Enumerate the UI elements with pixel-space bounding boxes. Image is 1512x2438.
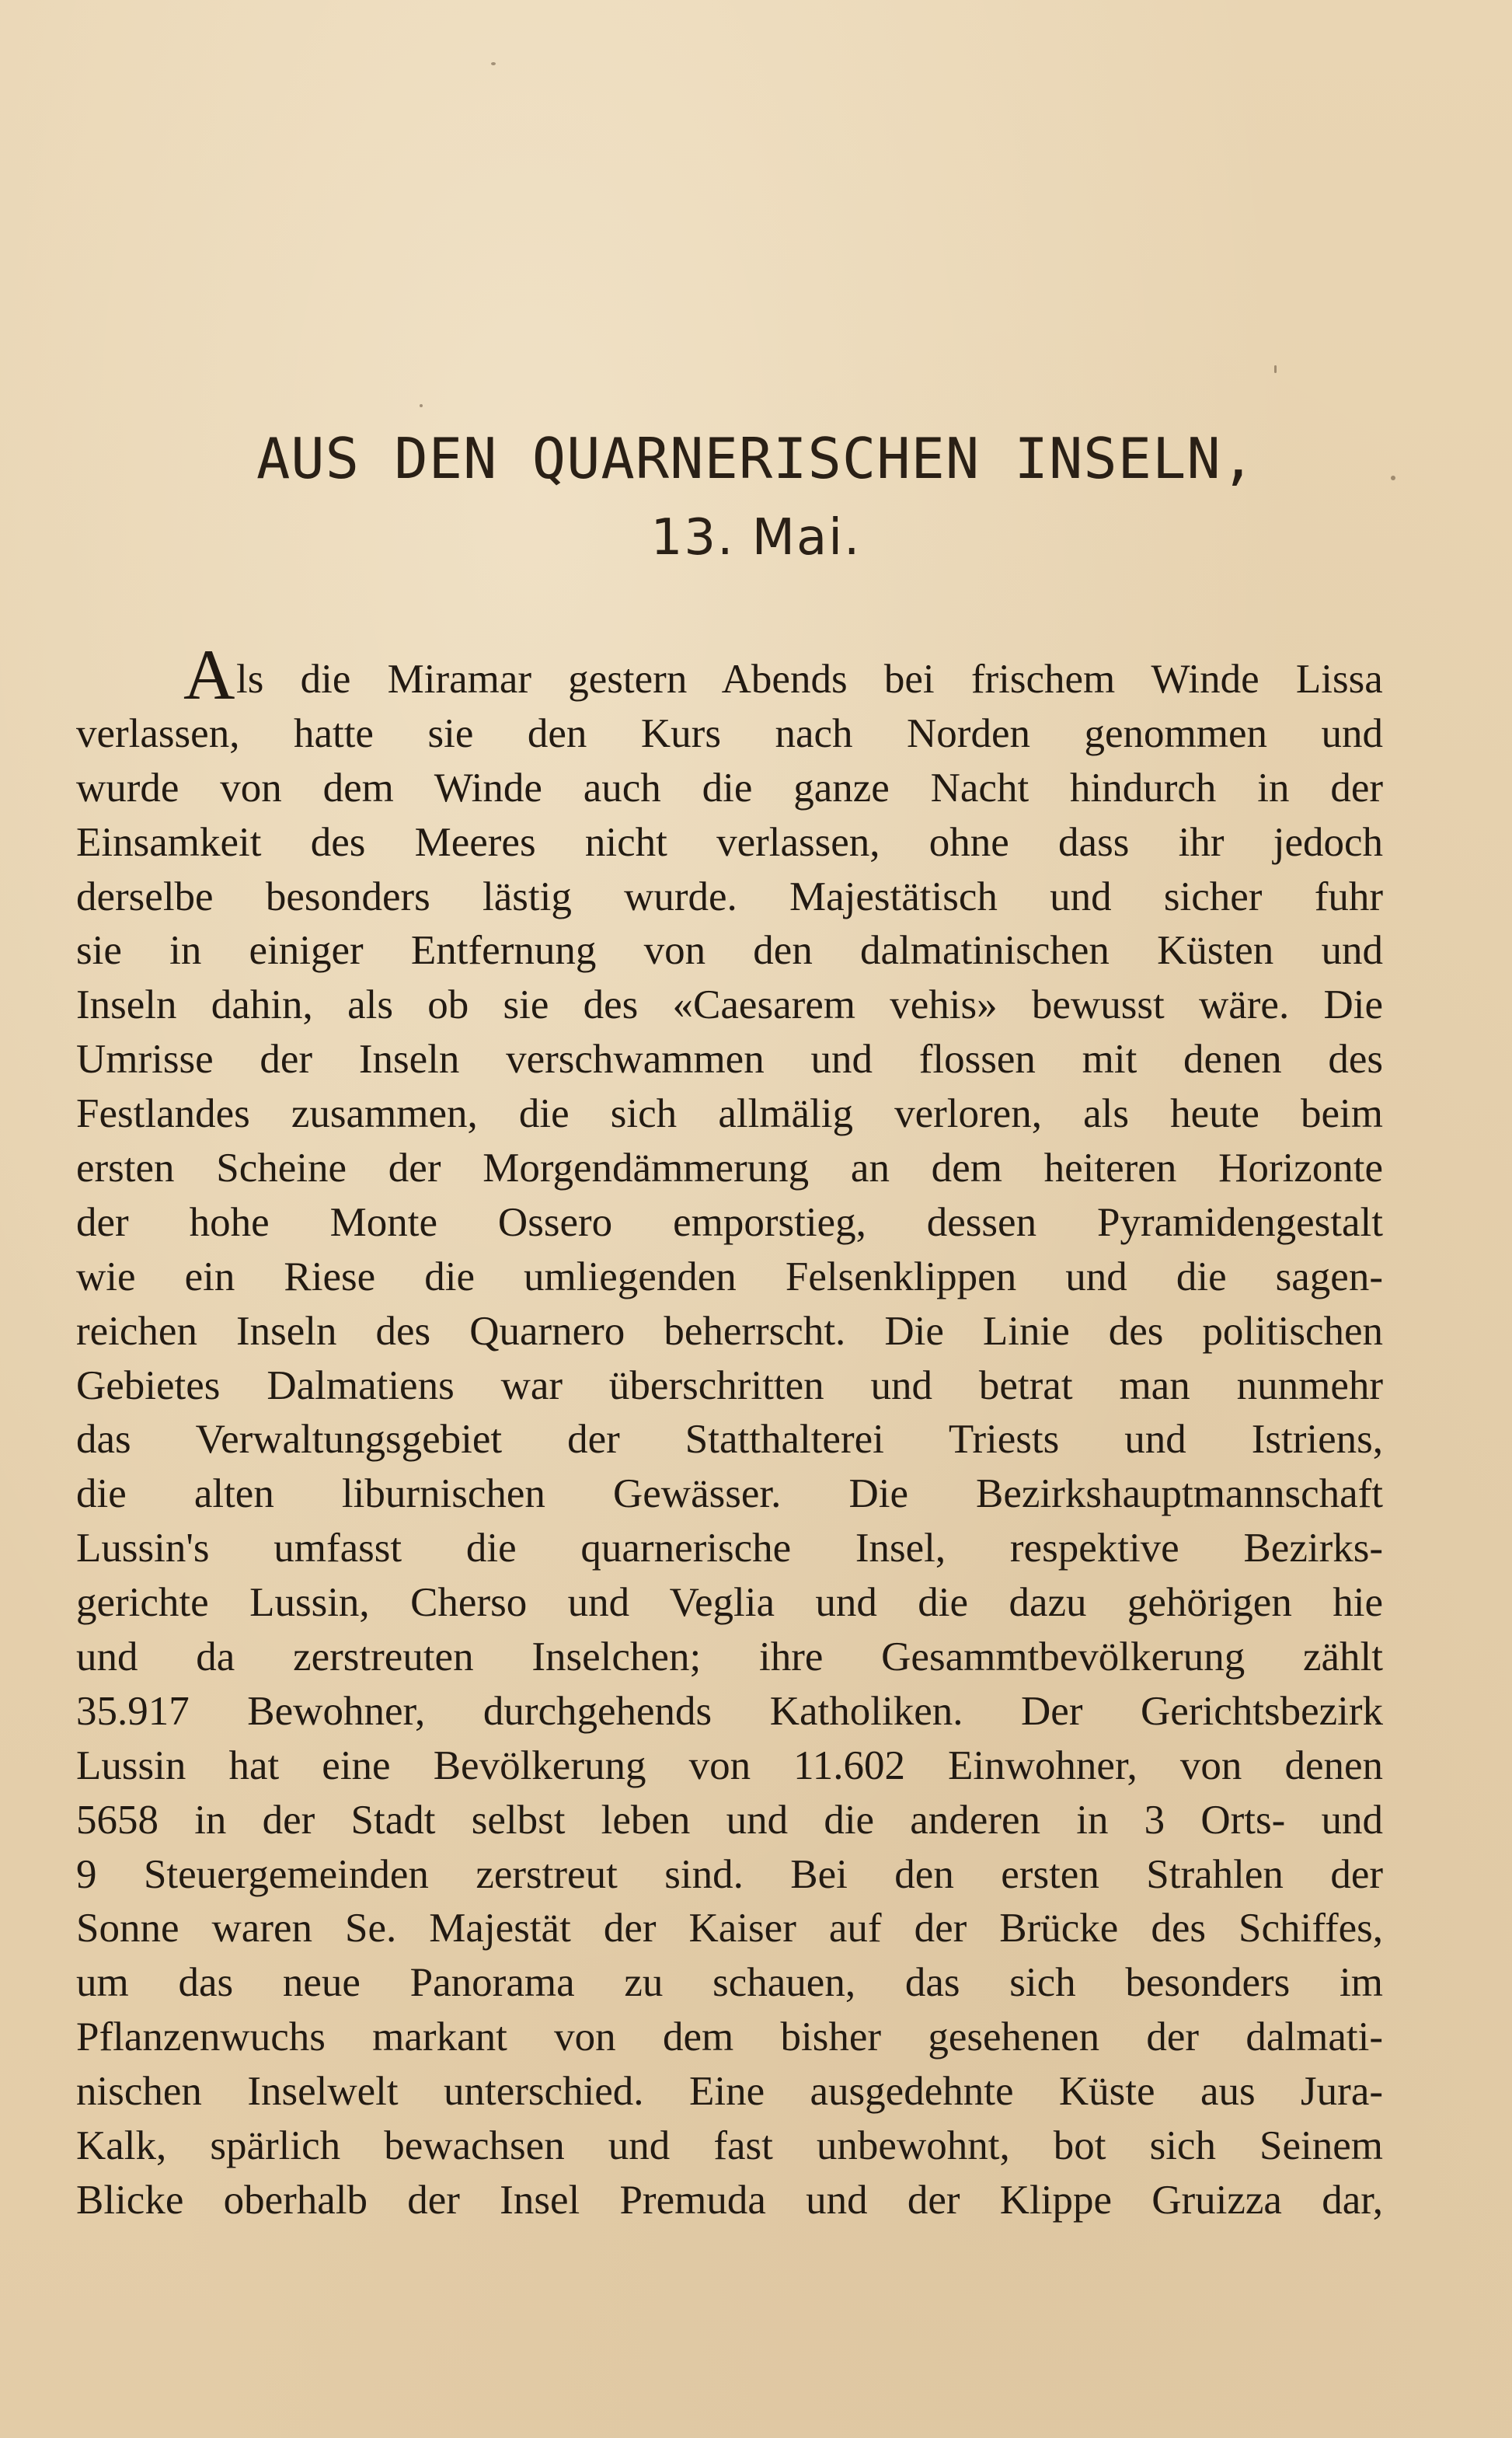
body-line: derselbe besonders lästig wurde. Majestätisch und sicher fuhr — [76, 874, 1383, 919]
body-line-text: ls die Miramar gestern Abends bei frischem Winde Lissa — [236, 657, 1383, 702]
article-heading — [0, 424, 1512, 573]
body-line: das Verwaltungsgebiet der Statthalterei Triests und Istriens, — [76, 1417, 1383, 1463]
body-line: Einsamkeit des Meeres nicht verlassen, ohne dass ihr jedoch — [76, 819, 1383, 865]
show-through-texture — [47, 171, 1367, 358]
body-line: Gebietes Dalmatiens war überschritten und betrat man nunmehr — [76, 1362, 1383, 1408]
body-line: Umrisse der Inseln verschwammen und flossen mit denen des — [76, 1037, 1383, 1083]
body-line: Inseln dahin, als ob sie des «Caesarem vehis» bewusst wäre. Die — [76, 982, 1383, 1028]
body-line: Lussin hat eine Bevölkerung von 11.602 Einwohner, von denen — [76, 1742, 1383, 1788]
body-line: Blicke oberhalb der Insel Premuda und der Klippe Gruizza dar, — [76, 2177, 1383, 2223]
body-line: verlassen, hatte sie den Kurs nach Norden genommen und — [76, 710, 1383, 756]
body-line: ersten Scheine der Morgendämmerung an dem heiteren Horizonte — [76, 1146, 1383, 1191]
body-line: Festlandes zusammen, die sich allmälig verloren, als heute beim — [76, 1091, 1383, 1137]
body-line: sie in einiger Entfernung von den dalmatinischen Küsten und — [76, 928, 1383, 974]
body-line: gerichte Lussin, Cherso und Veglia und die dazu gehörigen hie — [76, 1580, 1383, 1626]
body-line: wurde von dem Winde auch die ganze Nacht hindurch in der — [76, 765, 1383, 811]
heading-date: 13. Mai. — [650, 509, 862, 567]
body-line: um das neue Panorama zu schauen, das sich besonders im — [76, 1960, 1383, 2006]
body-line: reichen Inseln des Quarnero beherrscht. Die Linie des politischen — [76, 1308, 1383, 1354]
body-line: 5658 in der Stadt selbst leben und die anderen in 3 Orts- und — [76, 1797, 1383, 1843]
article-body — [76, 635, 1383, 2228]
body-line: Kalk, spärlich bewachsen und fast unbewohnt, bot sich Seinem — [76, 2123, 1383, 2169]
body-line: Pflanzenwuchs markant von dem bisher gesehenen der dalmati- — [76, 2014, 1383, 2060]
paper-speck — [1274, 365, 1277, 373]
body-line: wie ein Riese die umliegenden Felsenklippen und die sagen- — [76, 1254, 1383, 1299]
paper-speck — [491, 62, 496, 65]
body-line-first — [76, 635, 1383, 714]
body-line: die alten liburnischen Gewässer. Die Bezirkshauptmannschaft — [76, 1471, 1383, 1517]
drop-cap: A — [183, 635, 235, 714]
body-line: 9 Steuergemeinden zerstreut sind. Bei den ersten Strahlen der — [76, 1851, 1383, 1897]
paper-speck — [420, 404, 423, 407]
body-line: 35.917 Bewohner, durchgehends Katholiken. Der Gerichtsbezirk — [76, 1688, 1383, 1734]
body-line: und da zerstreuten Inselchen; ihre Gesammtbevölkerung zählt — [76, 1634, 1383, 1680]
body-line: der hohe Monte Ossero emporstieg, dessen Pyramidengestalt — [76, 1199, 1383, 1245]
heading-title: AUS DEN QUARNERISCHEN INSELN, — [256, 426, 1256, 491]
body-line: Sonne waren Se. Majestät der Kaiser auf der Brücke des Schiffes, — [76, 1906, 1383, 1951]
body-line: nischen Inselwelt unterschied. Eine ausgedehnte Küste aus Jura- — [76, 2069, 1383, 2115]
body-line: Lussin's umfasst die quarnerische Insel, respektive Bezirks- — [76, 1526, 1383, 1571]
